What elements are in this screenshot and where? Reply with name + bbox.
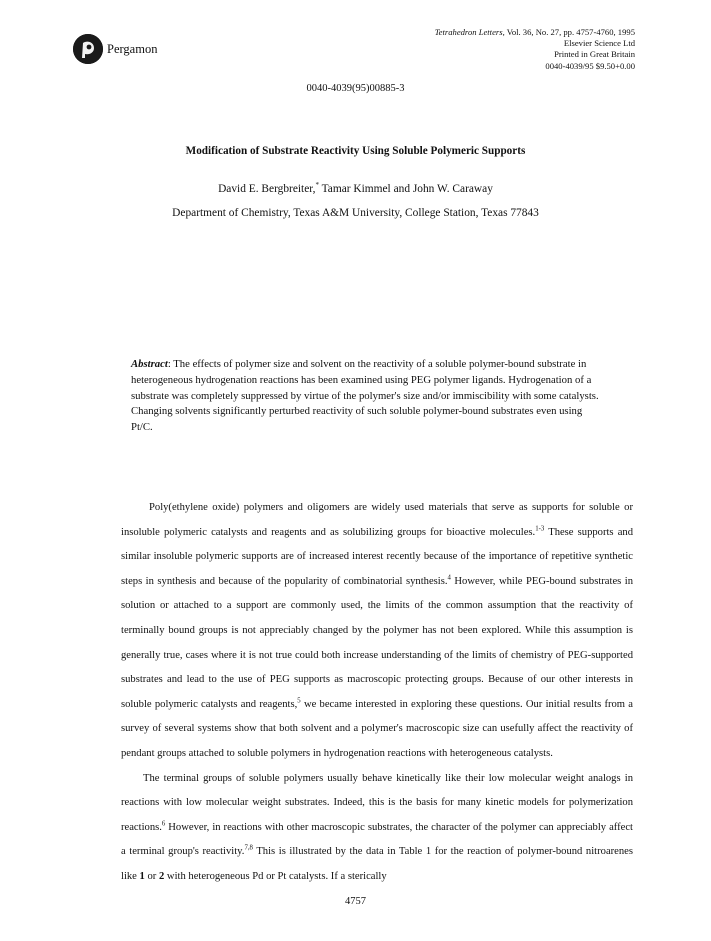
text-run: we became interested in exploring these questions. Our initial results from a survey of several systems show that both solvent and a polymer's macroscopic size can usefully affect the reactivity of pendant groups attached to soluble polymers in hydrogenation reactions with heterogeneous catalysts. (121, 698, 633, 759)
printed-location: Printed in Great Britain (554, 49, 635, 60)
affiliation: Department of Chemistry, Texas A&M University, College Station, Texas 77843 (172, 207, 539, 219)
journal-citation (435, 27, 635, 38)
text-run: This is illustrated by the data in Table 1 for the reaction of polymer-bound nitroarenes like (121, 846, 633, 882)
page-number: 4757 (345, 896, 366, 907)
citation-ref: 5 (297, 697, 301, 705)
publisher-full: Elsevier Science Ltd (563, 38, 635, 49)
author-list (0, 181, 711, 195)
paper-title: Modification of Substrate Reactivity Using Soluble Polymeric Supports (185, 145, 526, 157)
paragraph-2 (121, 767, 633, 890)
body-text (121, 496, 633, 890)
abstract-label: Abstract (131, 358, 168, 370)
citation-ref: 6 (161, 820, 166, 828)
article-doi: 0040-4039(95)00885-3 (306, 83, 405, 94)
compound-number: 2 (158, 870, 165, 882)
citation-details: , Vol. 36, No. 27, pp. 4757-4760, 1995 (502, 27, 635, 37)
text-run: However, in reactions with other macroscopic substrates, the character of the polymer can appreciably affect a terminal group's reactivity. (121, 821, 633, 858)
abstract (131, 357, 601, 436)
citation-ref: 1-3 (535, 525, 545, 533)
author-corresponding: David E. Bergbreiter, (218, 182, 316, 195)
text-run: The terminal groups of soluble polymers usually behave kinetically like their low molecular weight analogs in reactions with low molecular weight substrates. Indeed, this is the basis for many kinetic models for polymerization reactions. (121, 772, 633, 833)
publisher-name: Pergamon (107, 42, 158, 56)
co-authors: Tamar Kimmel and John W. Caraway (318, 182, 493, 195)
text-run: These supports and similar insoluble polymeric supports are of increased interest recently because of the importance of repetitive synthetic steps in synthesis and because of the popularity of combinatorial synthesis. (121, 526, 633, 587)
text-run: However, while PEG-bound substrates in solution or attached to a support are commonly used, the limits of the common assumption that the reactivity of terminally bound groups is not appreciably changed by the polymer has not been explored. While this assumption is generally true, cases where it is not true could both increase understanding of the limits of chemistry of PEG-supported substrates and lead to the use of PEG supports as macroscopic protecting groups. Because of our other interests in soluble polymeric catalysts and reagents, (121, 575, 634, 710)
journal-header (435, 27, 635, 72)
text-run: with heterogeneous Pd or Pt catalysts. If a sterically (164, 870, 387, 882)
citation-ref: 7,8 (244, 844, 253, 852)
paragraph-1 (121, 496, 633, 767)
abstract-text: : The effects of polymer size and solvent on the reactivity of a soluble polymer-bound substrate in heterogeneous hydrogenation reactions has been examined using PEG polymer ligands. Hydrogenation of a substrate was completely suppressed by virtue of the polymer's size and/or immiscibility with some catalysts. Changing solvents significantly perturbed reactivity of such soluble polymer-bound substrates even using Pt/C. (131, 358, 599, 434)
text-run: or (144, 870, 159, 882)
citation-ref: 4 (447, 574, 451, 582)
text-run: Poly(ethylene oxide) polymers and oligomers are widely used materials that serve as supports for soluble or insoluble polymeric catalysts and reagents and as solubilizing groups for bioactive molecules. (121, 502, 633, 538)
issn-price: 0040-4039/95 $9.50+0.00 (545, 60, 635, 71)
compound-number: 1 (139, 870, 145, 882)
corresponding-mark: * (315, 181, 319, 189)
journal-name: Tetrahedron Letters (434, 27, 503, 37)
pergamon-logo (73, 34, 103, 64)
